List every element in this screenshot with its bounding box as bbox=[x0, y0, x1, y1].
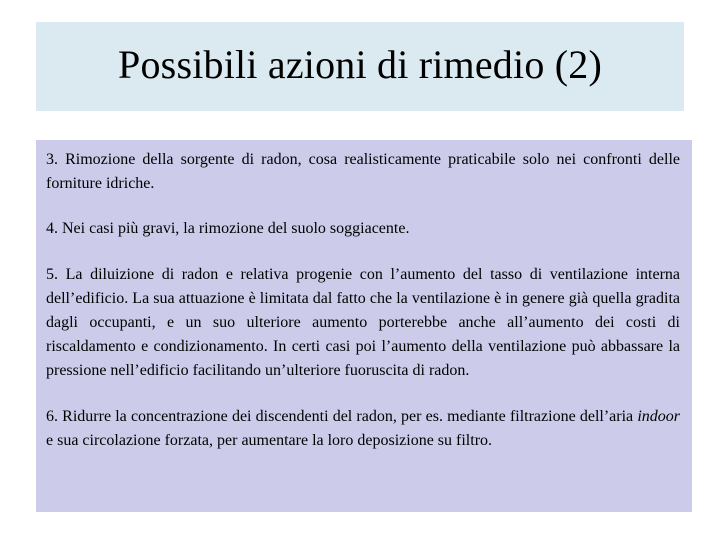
paragraph-6-italic-term: indoor bbox=[637, 407, 680, 425]
paragraph-6-end: e sua circolazione forzata, per aumentare la loro deposizione su filtro. bbox=[46, 431, 493, 449]
paragraph-5: 5. La diluizione di radon e relativa progenie con l’aumento del tasso di ventilazione interna dell’edificio. La sua attuazione è limitata dal fatto che la ventilazione è in genere già quella gradita dagli occupanti, e un suo ulteriore aumento porterebbe anche all’aumento dei costi di riscaldamento e condizionamento. In certi casi poi l’aumento della ventilazione può abbassare la pressione nell’edificio facilitando un’ulteriore fuoruscita di radon. bbox=[46, 265, 680, 380]
content-box bbox=[36, 140, 692, 512]
paragraph-6 bbox=[46, 405, 680, 453]
paragraph-4: 4. Nei casi più gravi, la rimozione del suolo soggiacente. bbox=[46, 220, 410, 238]
paragraph-3: 3. Rimozione della sorgente di radon, cosa realisticamente praticabile solo nei confronti delle forniture idriche. bbox=[46, 151, 680, 193]
slide-title: Possibili azioni di rimedio (2) bbox=[118, 42, 602, 87]
paragraph-6-start: 6. Ridurre la concentrazione dei discendenti del radon, per es. mediante filtrazione dell’aria bbox=[46, 407, 638, 425]
title-box bbox=[36, 22, 684, 111]
